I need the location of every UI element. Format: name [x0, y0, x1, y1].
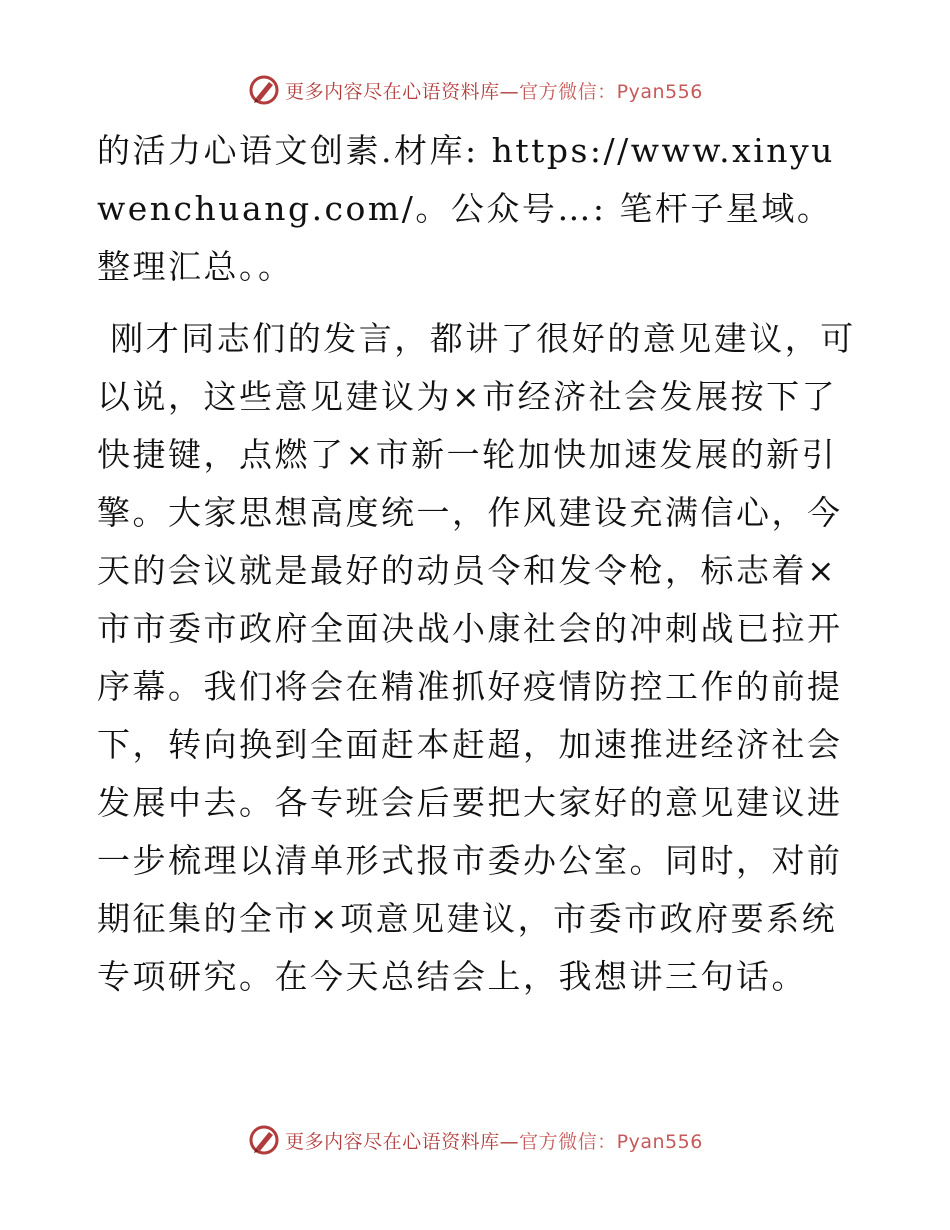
pen-logo-icon [247, 73, 281, 107]
pen-logo-icon [247, 1123, 281, 1157]
footer-banner-text: 更多内容尽在心语资料库— [285, 1130, 520, 1153]
header-banner-wechat: 官方微信：Pyan556 [519, 80, 703, 103]
document-body [97, 122, 857, 1006]
paragraph-source-note: 的活力心语文创素.材库: https://www.xinyuwenchuang.com/。公众号…: 笔杆子星域。整理汇总。。 [97, 131, 835, 286]
paragraph-speech: 刚才同志们的发言，都讲了很好的意见建议，可以说，这些意见建议为×市经济社会发展按下了快捷键，点燃了×市新一轮加快加速发展的新引擎。大家思想高度统一，作风建设充满信心，今天的会议就是最好的动员令和发令枪，标志着×市市委市政府全面决战小康社会的冲刺战已拉开序幕。我们将会在精准抓好疫情防控工作的前提下，转向换到全面赶本赶超，加速推进经济社会发展中去。各专班会后要把大家好的意见建议进一步梳理以清单形式报市委办公室。同时，对前期征集的全市×项意见建议，市委市政府要系统专项研究。在今天总结会上，我想讲三句话。 [97, 319, 856, 996]
header-banner-text: 更多内容尽在心语资料库— [285, 80, 520, 103]
footer-watermark-banner [0, 1120, 950, 1160]
footer-banner-wechat: 官方微信：Pyan556 [519, 1130, 703, 1153]
header-watermark-banner [0, 70, 950, 110]
